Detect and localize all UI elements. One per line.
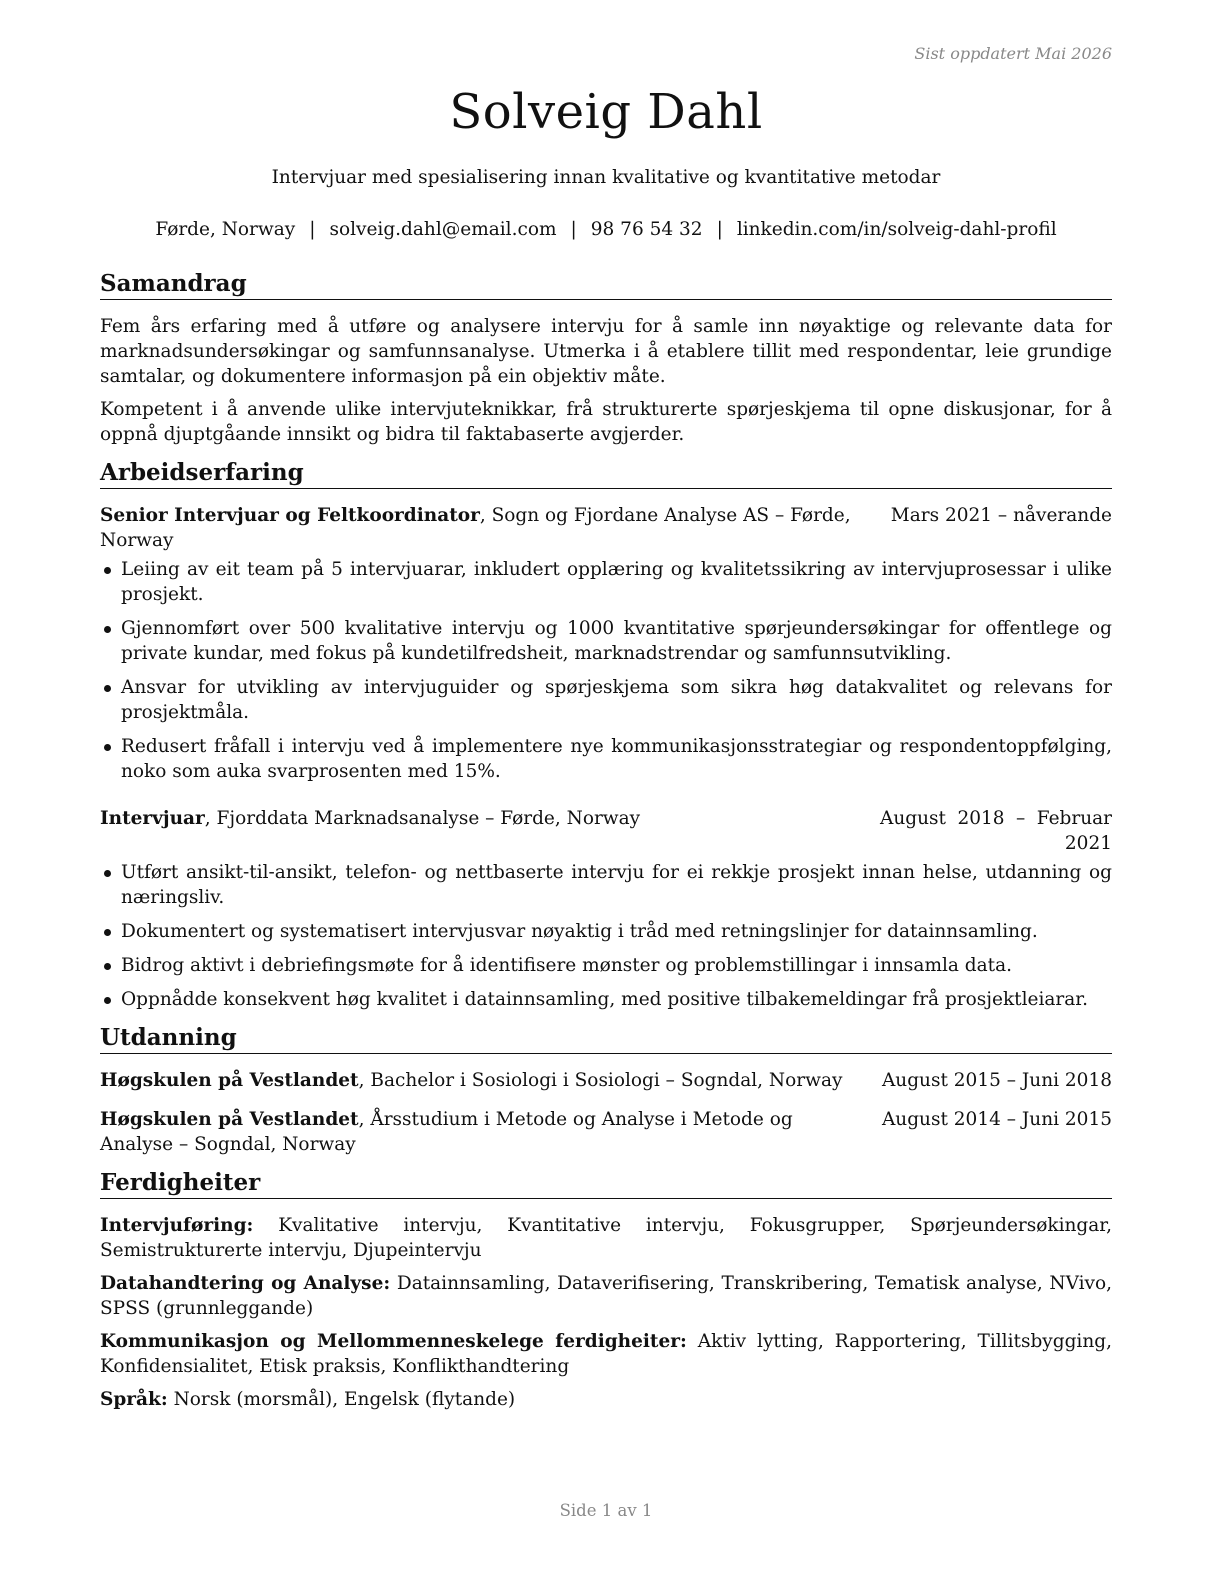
job-dates: Mars 2021 – nåverande bbox=[890, 505, 1112, 526]
job-bullet: Utført ansikt-til-ansikt, telefon- og nettbaserte intervju for ei rekkje prosjekt innan helse, utdanning og næringsliv. bbox=[100, 860, 1112, 910]
contact-separator: | bbox=[570, 219, 577, 240]
education-dates: August 2015 – Juni 2018 bbox=[881, 1070, 1112, 1091]
job-org: , Fjorddata Marknadsanalyse – Førde, Norway bbox=[204, 808, 641, 829]
education-entry bbox=[100, 1068, 1112, 1093]
education-title-line bbox=[100, 1107, 882, 1157]
skill-value: Datainnsamling, Dataverifisering, Transkribering, Tematisk analyse, NVivo, SPSS (grunnleggande) bbox=[100, 1273, 1113, 1319]
skill-group bbox=[100, 1329, 1112, 1379]
skill-label: Intervjuføring: bbox=[100, 1215, 254, 1236]
candidate-name: Solveig Dahl bbox=[449, 84, 763, 140]
job-bullet: Dokumentert og systematisert intervjusvar nøyaktig i tråd med retningslinjer for datainnsamling. bbox=[100, 919, 1112, 944]
education-dates: August 2014 – Juni 2015 bbox=[881, 1109, 1112, 1130]
skills-section bbox=[100, 1169, 1112, 1412]
skill-group bbox=[100, 1271, 1112, 1321]
experience-section bbox=[100, 459, 1112, 1012]
summary-section bbox=[100, 270, 1112, 447]
job-entry bbox=[100, 806, 1112, 1012]
job-title-line bbox=[100, 503, 891, 553]
skill-label: Datahandtering og Analyse: bbox=[100, 1273, 391, 1294]
contact-separator: | bbox=[716, 219, 723, 240]
job-bullets bbox=[100, 557, 1112, 784]
education-detail: , Bachelor i Sosiologi i Sosiologi – Sogndal, Norway bbox=[358, 1070, 843, 1091]
job-bullet: Bidrog aktivt i debriefingsmøte for å identifisere mønster og problemstillingar i innsamla data. bbox=[100, 953, 1112, 978]
contact-location: Førde, Norway bbox=[155, 219, 296, 240]
skill-value: Aktiv lytting, Rapportering, Tillitsbygging, Konfidensialitet, Etisk praksis, Konflikthandtering bbox=[100, 1331, 1112, 1377]
job-bullet: Gjennomført over 500 kvalitative intervju og 1000 kvantitative spørjeundersøkingar for offentlege og private kundar, med fokus på kundetilfredsheit, marknadstrendar og samfunnsutvikling. bbox=[100, 616, 1112, 666]
contact-email[interactable]: solveig.dahl@email.com bbox=[329, 219, 557, 240]
summary-paragraph: Fem års erfaring med å utføre og analysere intervju for å samle inn nøyaktige og relevante data for marknadsundersøkingar og samfunnsanalyse. Utmerka i å etablere tillit med respondentar, leie grundige samtalar, og dokumentere informasjon på ein objektiv måte. bbox=[100, 316, 1112, 387]
skill-label: Kommunikasjon og Mellommenneskelege ferdigheiter: bbox=[100, 1331, 687, 1352]
education-entry bbox=[100, 1107, 1112, 1157]
job-bullet: Oppnådde konsekvent høg kvalitet i datainnsamling, med positive tilbakemeldingar frå prosjektleiarar. bbox=[100, 987, 1112, 1012]
tagline: Intervjuar med spesialisering innan kvalitative og kvantitative metodar bbox=[271, 167, 941, 188]
education-school: Høgskulen på Vestlandet bbox=[100, 1070, 359, 1091]
education-title-line bbox=[100, 1068, 882, 1093]
summary-paragraph: Kompetent i å anvende ulike intervjuteknikkar, frå strukturerte spørjeskjema til opne diskusjonar, for å oppnå djuptgåande innsikt og bidra til faktabaserte avgjerder. bbox=[100, 399, 1112, 445]
section-title: Arbeidserfaring bbox=[100, 459, 1112, 489]
education-school: Høgskulen på Vestlandet bbox=[100, 1109, 359, 1130]
skill-group bbox=[100, 1213, 1112, 1263]
contact-line bbox=[100, 219, 1112, 240]
education-section bbox=[100, 1024, 1112, 1157]
contact-phone: 98 76 54 32 bbox=[590, 219, 703, 240]
job-title-line bbox=[100, 806, 880, 831]
skill-group bbox=[100, 1387, 1112, 1412]
skill-value: Kvalitative intervju, Kvantitative intervju, Fokusgrupper, Spørjeundersøkingar, Semistrukturerte intervju, Djupeintervju bbox=[100, 1215, 1112, 1261]
job-bullet: Leiing av eit team på 5 intervjuarar, inkludert opplæring og kvalitetssikring av intervjuprosessar i ulike prosjekt. bbox=[100, 557, 1112, 607]
last-updated: Sist oppdatert Mai 2026 bbox=[914, 44, 1112, 63]
contact-linkedin[interactable]: linkedin.com/in/solveig-dahl-profil bbox=[736, 219, 1057, 240]
job-bullets bbox=[100, 860, 1112, 1012]
section-title: Utdanning bbox=[100, 1024, 1112, 1054]
job-bullet: Redusert fråfall i intervju ved å implementere nye kommunikasjonsstrategiar og respondentoppfølging, noko som auka svarprosenten med 15%. bbox=[100, 734, 1112, 784]
section-title: Samandrag bbox=[100, 270, 1112, 300]
skill-label: Språk: bbox=[100, 1389, 168, 1410]
contact-separator: | bbox=[309, 219, 316, 240]
job-role: Intervjuar bbox=[100, 808, 205, 829]
skill-value: Norsk (morsmål), Engelsk (flytande) bbox=[167, 1389, 516, 1410]
section-title: Ferdigheiter bbox=[100, 1169, 1112, 1199]
job-org: , Sogn og Fjordane Analyse AS – Førde, Norway bbox=[100, 505, 851, 551]
education-detail: , Årsstudium i Metode og Analyse i Metode og Analyse – Sogndal, Norway bbox=[100, 1109, 793, 1155]
job-header bbox=[100, 806, 1112, 856]
job-header bbox=[100, 503, 1112, 553]
job-entry bbox=[100, 503, 1112, 784]
job-bullet: Ansvar for utvikling av intervjuguider og spørjeskjema som sikra høg datakvalitet og relevans for prosjektmåla. bbox=[100, 675, 1112, 725]
page-number: Side 1 av 1 bbox=[559, 1501, 653, 1520]
resume-content bbox=[100, 270, 1112, 1424]
job-dates: August 2018 – Februar 2021 bbox=[880, 808, 1112, 854]
job-role: Senior Intervjuar og Feltkoordinator bbox=[100, 505, 480, 526]
